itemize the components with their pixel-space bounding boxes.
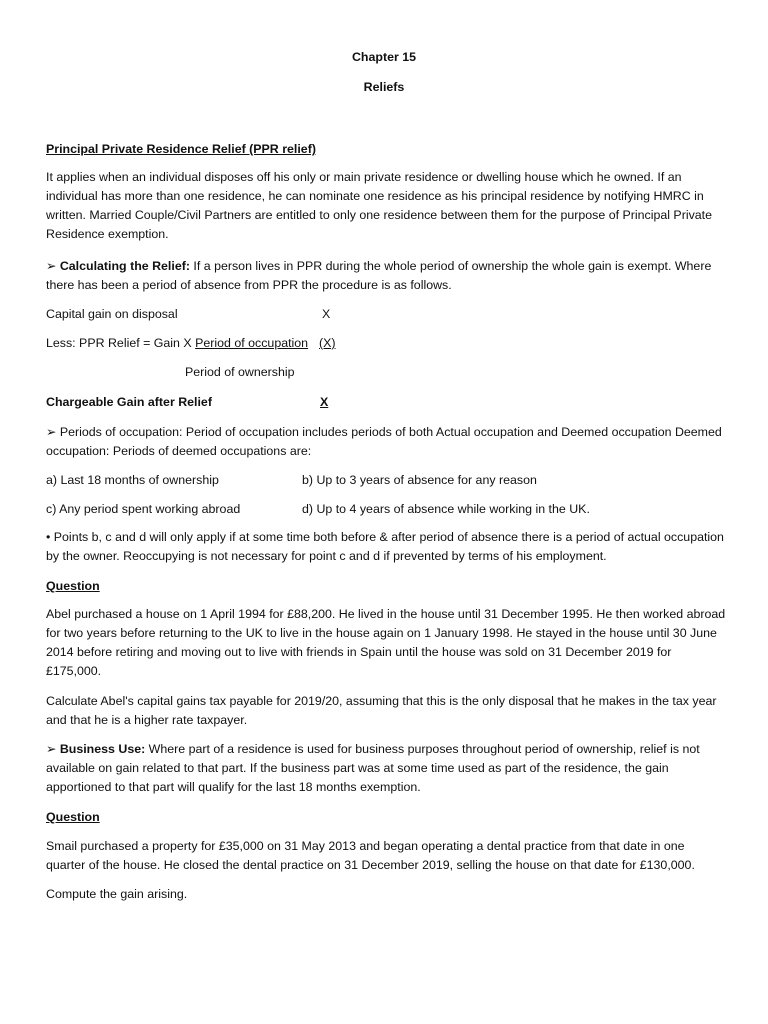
question2-heading: Question <box>46 810 100 824</box>
arrow-bullet-icon: ➢ <box>46 259 57 273</box>
points-note: • Points b, c and d will only apply if at some time both before & after period of absence there is a period of actual occupation by the owner. Reoccupying is not necessary for point c and d if prevented by terms of his employment. <box>46 530 724 563</box>
periods-paragraph <box>46 423 726 461</box>
question1-body: Abel purchased a house on 1 April 1994 for £88,200. He lived in the house until 31 December 1995. He then worked abroad for two years before returning to the UK to live in the house again on 1 January 1998. He stayed in the house until 30 June 2014 before retiring and moving out to live with friends in Spain until the house was sold on 31 December 2019 for £175,000. <box>46 607 726 678</box>
arrow-bullet-icon: ➢ <box>46 425 57 439</box>
question1-heading: Question <box>46 579 100 593</box>
comp-row3-denominator: Period of ownership <box>185 365 295 379</box>
business-text: Where part of a residence is used for business purposes throughout period of ownership, relief is not available on gain related to that part. If the business part was at some time used as part of the residence, the gain apportioned to that part will qualify for the last 18 months exemption. <box>46 742 700 794</box>
business-label: Business Use: <box>56 742 146 756</box>
section-heading: Principal Private Residence Relief (PPR relief) <box>46 142 316 156</box>
calc-text: If a person lives in PPR during the whole period of ownership the whole gain is exempt. Where there has been a period of absence from PPR the procedure is as follows. <box>46 259 712 292</box>
question2-ask: Compute the gain arising. <box>46 887 188 901</box>
comp-row2-numerator: Period of occupation <box>195 336 309 350</box>
comp-row1-value: X <box>322 307 331 321</box>
period-item-b: b) Up to 3 years of absence for any reason <box>302 473 537 487</box>
business-paragraph <box>46 740 726 797</box>
question1-ask: Calculate Abel's capital gains tax payable for 2019/20, assuming that this is the only disposal that he makes in the tax year and that he is a higher rate taxpayer. <box>46 694 717 727</box>
period-item-a: a) Last 18 months of ownership <box>46 473 219 487</box>
period-item-d: d) Up to 4 years of absence while working in the UK. <box>302 502 590 516</box>
chapter-title: Reliefs <box>363 80 405 94</box>
comp-row2-label: Less: PPR Relief = Gain X <box>46 336 196 350</box>
intro-paragraph: It applies when an individual disposes off his only or main private residence or dwelling house which he owned. If an individual has more than one residence, he can nominate one residence as his principal residence by notifying HMRC in written. Married Couple/Civil Partners are entitled to only one residence between them for the purpose of Principal Private Residence exemption. <box>46 170 712 241</box>
chapter-number: Chapter 15 <box>351 50 417 64</box>
period-item-c: c) Any period spent working abroad <box>46 502 241 516</box>
calc-paragraph <box>46 257 726 295</box>
comp-row2 <box>46 334 308 353</box>
comp-row1-label: Capital gain on disposal <box>46 307 178 321</box>
question2-body: Smail purchased a property for £35,000 on 31 May 2013 and began operating a dental practice from that date in one quarter of the house. He closed the dental practice on 31 December 2019, selling the house on that date for £130,000. <box>46 839 695 872</box>
periods-text: Periods of occupation: Period of occupation includes periods of both Actual occupation and Deemed occupation Deemed occupation: Periods of deemed occupations are: <box>46 425 722 458</box>
arrow-bullet-icon: ➢ <box>46 742 57 756</box>
comp-row4-value: X <box>320 395 329 409</box>
calc-label: Calculating the Relief: <box>59 259 190 273</box>
comp-row2-value: (X) <box>319 336 336 350</box>
comp-row4-label: Chargeable Gain after Relief <box>46 395 212 409</box>
